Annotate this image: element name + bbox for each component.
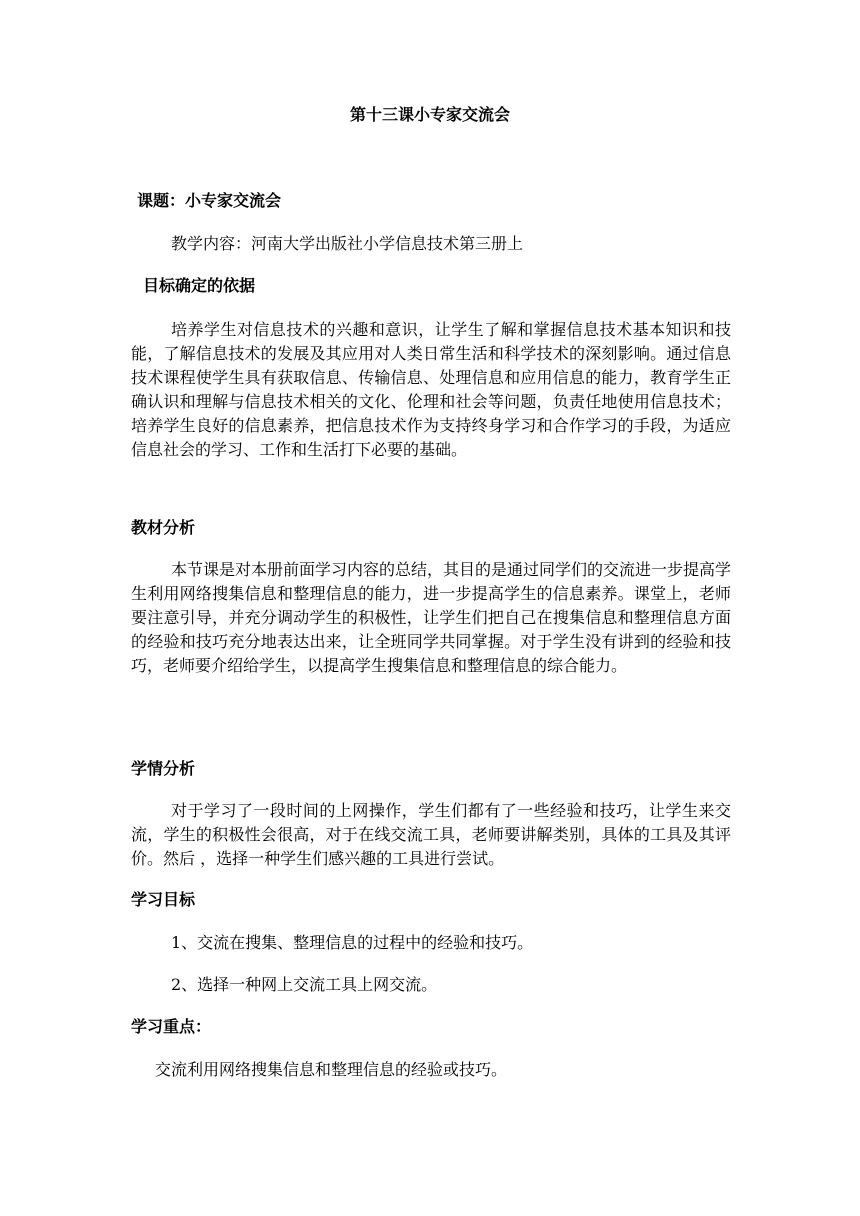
- learner-analysis-heading: 学情分析: [131, 759, 196, 778]
- basis-paragraph: 培养学生对信息技术的兴趣和意识，让学生了解和掌握信息技术基本知识和技能，了解信息技术的发展及其应用对人类日常生活和科学技术的深刻影响。通过信息技术课程使学生具有获取信息、传输信息、处理信息和应用信息的能力，教育学生正确认识和理解与信息技术相关的文化、伦理和社会等问题，负责任地使用信息技术；培养学生良好的信息素养，把信息技术作为支持终身学习和合作学习的手段，为适应信息社会的学习、工作和生活打下必要的基础。: [131, 320, 731, 459]
- document-title: 第十三课小专家交流会: [349, 105, 510, 124]
- learning-focus-text: 交流利用网络搜集信息和整理信息的经验或技巧。: [155, 1060, 508, 1079]
- learning-goals-heading: 学习目标: [131, 890, 196, 909]
- learning-goal-item: 1、交流在搜集、整理信息的过程中的经验和技巧。: [171, 933, 534, 952]
- material-analysis-paragraph: 本节课是对本册前面学习内容的总结，其目的是通过同学们的交流进一步提高学生利用网络搜集信息和整理信息的能力，进一步提高学生的信息素养。课堂上，老师要注意引导，并充分调动学生的积极性，让学生们把自己在搜集信息和整理信息方面的经验和技巧充分地表达出来，让全班同学共同掌握。对于学生没有讲到的经验和技巧，老师要介绍给学生，以提高学生搜集信息和整理信息的综合能力。: [131, 560, 732, 675]
- learning-focus-heading: 学习重点：: [131, 1017, 212, 1036]
- learner-analysis-paragraph: 对于学习了一段时间的上网操作，学生们都有了一些经验和技巧，让学生来交流，学生的积极性会很高，对于在线交流工具，老师要讲解类别，具体的工具及其评价。然后 ，选择一种学生们感兴趣的工具进行尝试。: [131, 801, 731, 868]
- basis-heading: 目标确定的依据: [143, 276, 256, 295]
- teaching-content-line: 教学内容：河南大学出版社小学信息技术第三册上: [171, 234, 524, 253]
- material-analysis-heading: 教材分析: [131, 518, 196, 537]
- learning-goal-item: 2、选择一种网上交流工具上网交流。: [171, 975, 438, 994]
- topic-heading: 课题：小专家交流会: [137, 191, 282, 210]
